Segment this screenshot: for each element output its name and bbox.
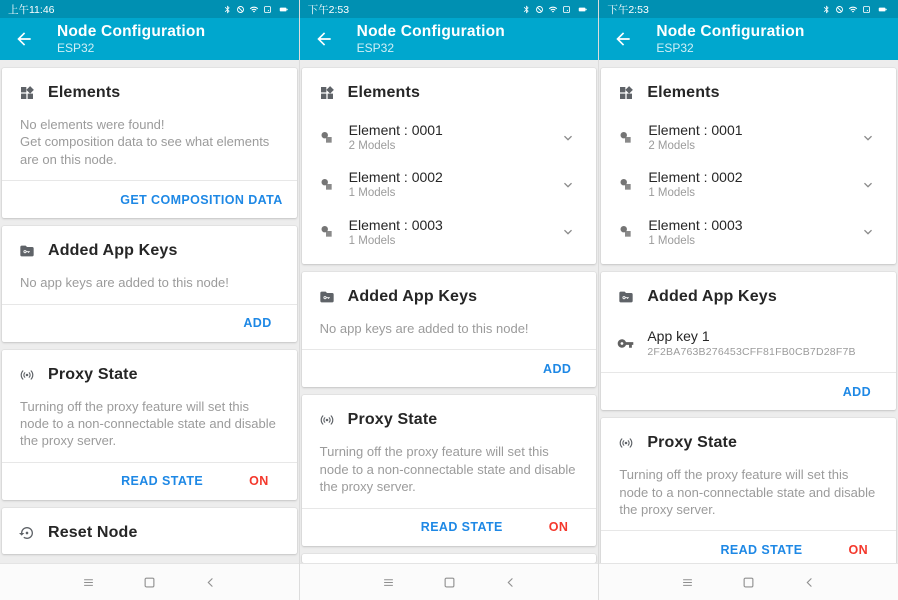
nav-home-icon[interactable] <box>741 575 756 590</box>
proxy-card-title: Proxy State <box>48 365 138 383</box>
proxy-state-card <box>2 350 297 500</box>
element-label: Element : 0001 <box>648 122 743 138</box>
wifi-icon <box>548 5 558 14</box>
elements-card-header <box>302 68 597 114</box>
proxy-state-card <box>601 418 896 568</box>
element-text <box>648 217 860 248</box>
element-label: Element : 0001 <box>348 122 443 138</box>
element-label: Element : 0002 <box>348 169 443 186</box>
app-key-value: 2F2BA763B276453CFF81FB0CB7D28F7B <box>647 346 856 359</box>
folder-key-icon <box>618 289 634 305</box>
app-keys-card-header <box>2 226 297 272</box>
app-bar-titles <box>656 23 804 56</box>
proxy-card-header <box>2 350 297 396</box>
add-app-key-button[interactable]: ADD <box>842 384 872 399</box>
android-nav-bar <box>0 563 299 600</box>
chevron-down-icon[interactable] <box>860 224 876 240</box>
elements-card-actions <box>2 181 297 218</box>
element-row[interactable] <box>302 161 597 208</box>
element-row[interactable] <box>601 114 896 161</box>
sim-icon <box>862 5 871 14</box>
app-keys-card-actions <box>302 350 597 387</box>
bluetooth-icon <box>822 5 831 14</box>
battery-icon <box>276 5 291 14</box>
elements-card-header <box>2 68 297 114</box>
element-text <box>648 122 860 153</box>
status-time: 下午2:53 <box>607 3 649 16</box>
wifi-icon <box>848 5 858 14</box>
proxy-card-actions <box>2 463 297 500</box>
proxy-description: Turning off the proxy feature will set this node to a non-connectable state and disable the proxy server. <box>319 444 576 495</box>
app-keys-card-title: Added App Keys <box>647 287 777 305</box>
sim-icon <box>263 5 272 14</box>
proxy-card-actions <box>302 509 597 546</box>
app-keys-empty-text: No app keys are added to this node! <box>319 320 529 336</box>
elements-empty-text <box>2 114 297 180</box>
nav-menu-icon[interactable] <box>381 575 396 590</box>
app-bar-titles <box>357 23 505 56</box>
battery-icon <box>875 5 890 14</box>
read-state-button[interactable]: READ STATE <box>720 542 803 557</box>
elements-card <box>2 68 297 218</box>
read-state-button[interactable]: READ STATE <box>121 474 204 489</box>
proxy-card-header <box>601 418 896 464</box>
element-shapes-icon <box>319 224 335 240</box>
widgets-icon <box>618 85 634 101</box>
back-arrow-icon[interactable] <box>14 29 34 49</box>
status-time: 上午11:46 <box>8 3 55 16</box>
app-bar <box>300 18 599 60</box>
proxy-broadcast-icon <box>319 412 335 428</box>
widgets-icon <box>19 85 35 101</box>
element-text <box>349 169 561 200</box>
status-bar <box>0 0 299 18</box>
chevron-down-icon[interactable] <box>860 130 876 146</box>
element-label: Element : 0003 <box>348 216 443 233</box>
phone-screen-2 <box>299 0 599 600</box>
page-subtitle: ESP32 <box>57 40 95 55</box>
element-text <box>349 217 561 248</box>
chevron-down-icon[interactable] <box>560 130 576 146</box>
elements-card-title: Elements <box>347 84 421 101</box>
app-key-text <box>647 328 884 358</box>
bluetooth-icon <box>223 5 232 14</box>
element-row[interactable] <box>601 161 896 208</box>
nav-back-icon[interactable] <box>503 575 518 590</box>
alarm-off-icon <box>236 5 245 14</box>
read-state-button[interactable]: READ STATE <box>420 520 503 535</box>
status-time: 下午2:53 <box>307 3 350 16</box>
widgets-icon <box>319 85 335 101</box>
app-keys-card <box>2 226 297 341</box>
nav-home-icon[interactable] <box>142 575 157 590</box>
alarm-off-icon <box>835 5 844 14</box>
element-shapes-icon <box>319 177 335 193</box>
wifi-icon <box>249 5 259 14</box>
status-icon-cluster <box>223 5 291 14</box>
scroll-content[interactable] <box>599 60 898 600</box>
app-key-row[interactable] <box>601 318 896 372</box>
app-key-name: App key 1 <box>647 327 710 344</box>
app-keys-card-title: Added App Keys <box>48 242 178 260</box>
element-text <box>349 122 561 153</box>
proxy-card-title: Proxy State <box>647 434 738 452</box>
back-arrow-icon[interactable] <box>314 29 334 49</box>
element-models-count: 2 Models <box>348 140 396 153</box>
folder-key-icon <box>19 243 35 259</box>
element-label: Element : 0002 <box>648 169 743 186</box>
element-models-count: 1 Models <box>348 234 396 247</box>
app-keys-empty-text: No app keys are added to this node! <box>20 275 229 291</box>
app-keys-card-header <box>302 272 597 318</box>
proxy-broadcast-icon <box>618 435 634 451</box>
app-keys-card-actions <box>601 373 896 410</box>
element-row[interactable] <box>302 114 597 161</box>
page-subtitle: ESP32 <box>356 40 395 55</box>
elements-card <box>601 68 896 264</box>
element-shapes-icon <box>618 130 634 146</box>
element-models-count: 1 Models <box>648 187 696 200</box>
app-bar <box>599 18 898 60</box>
elements-empty-line2: Get composition data to see what elements are on this node. <box>20 134 270 167</box>
reset-restore-icon <box>19 525 35 541</box>
element-shapes-icon <box>319 130 335 146</box>
bluetooth-icon <box>522 5 531 14</box>
element-text <box>648 169 860 200</box>
proxy-description: Turning off the proxy feature will set this node to a non-connectable state and disable the proxy server. <box>20 398 276 449</box>
page-title: Node Configuration <box>656 22 805 40</box>
elements-card-title: Elements <box>48 84 121 101</box>
app-keys-card-header <box>601 272 896 318</box>
reset-card-title: Reset Node <box>48 523 138 541</box>
get-composition-data-button[interactable]: GET COMPOSITION DATA <box>120 192 283 207</box>
sim-icon <box>562 5 571 14</box>
elements-empty-line1: No elements were found! <box>20 117 165 132</box>
proxy-card-title: Proxy State <box>347 411 438 429</box>
elements-list <box>302 114 597 264</box>
reset-card-header <box>2 508 297 554</box>
alarm-off-icon <box>535 5 544 14</box>
proxy-state-toggle[interactable]: ON <box>548 520 569 535</box>
nav-back-icon[interactable] <box>203 575 218 590</box>
element-row[interactable] <box>302 209 597 256</box>
page-title: Node Configuration <box>356 22 505 40</box>
app-keys-card <box>601 272 896 410</box>
reset-node-card <box>2 508 297 554</box>
proxy-description: Turning off the proxy feature will set this node to a non-connectable state and disable the proxy server. <box>619 467 876 517</box>
add-app-key-button[interactable]: ADD <box>243 316 272 331</box>
status-bar <box>599 0 898 18</box>
proxy-state-toggle[interactable]: ON <box>848 542 869 557</box>
status-icon-cluster <box>522 5 590 14</box>
app-keys-card-actions <box>2 305 297 342</box>
chevron-down-icon[interactable] <box>560 224 576 240</box>
element-models-count: 2 Models <box>648 140 696 153</box>
elements-card-title: Elements <box>647 84 720 101</box>
proxy-state-toggle[interactable]: ON <box>249 474 269 489</box>
status-icon-cluster <box>822 5 890 14</box>
elements-card-header <box>601 68 896 114</box>
key-icon <box>617 335 634 352</box>
element-models-count: 1 Models <box>348 187 396 200</box>
android-nav-bar <box>599 563 898 600</box>
app-keys-card-title: Added App Keys <box>347 287 478 305</box>
add-app-key-button[interactable]: ADD <box>543 361 572 376</box>
app-bar <box>0 18 299 60</box>
element-row[interactable] <box>601 209 896 256</box>
element-shapes-icon <box>618 177 634 193</box>
status-bar <box>300 0 599 18</box>
element-shapes-icon <box>618 224 634 240</box>
app-keys-card <box>302 272 597 387</box>
nav-back-icon[interactable] <box>802 575 817 590</box>
scroll-content[interactable] <box>0 60 299 600</box>
page-title: Node Configuration <box>57 22 206 40</box>
battery-icon <box>575 5 590 14</box>
nav-home-icon[interactable] <box>442 575 457 590</box>
next-card-edge <box>302 554 597 563</box>
proxy-state-card <box>302 395 597 545</box>
proxy-broadcast-icon <box>19 367 35 383</box>
elements-card <box>302 68 597 264</box>
android-nav-bar <box>300 563 599 600</box>
chevron-down-icon[interactable] <box>560 177 576 193</box>
folder-key-icon <box>319 289 335 305</box>
phone-screen-1 <box>0 0 299 600</box>
app-bar-titles <box>57 23 205 56</box>
element-models-count: 1 Models <box>648 234 696 247</box>
proxy-card-header <box>302 395 597 441</box>
nav-menu-icon[interactable] <box>680 575 695 590</box>
chevron-down-icon[interactable] <box>860 177 876 193</box>
page-subtitle: ESP32 <box>656 40 694 55</box>
back-arrow-icon[interactable] <box>613 29 633 49</box>
phone-screen-3 <box>598 0 898 600</box>
nav-menu-icon[interactable] <box>81 575 96 590</box>
scroll-content[interactable] <box>300 60 599 600</box>
elements-list <box>601 114 896 264</box>
element-label: Element : 0003 <box>648 216 743 233</box>
